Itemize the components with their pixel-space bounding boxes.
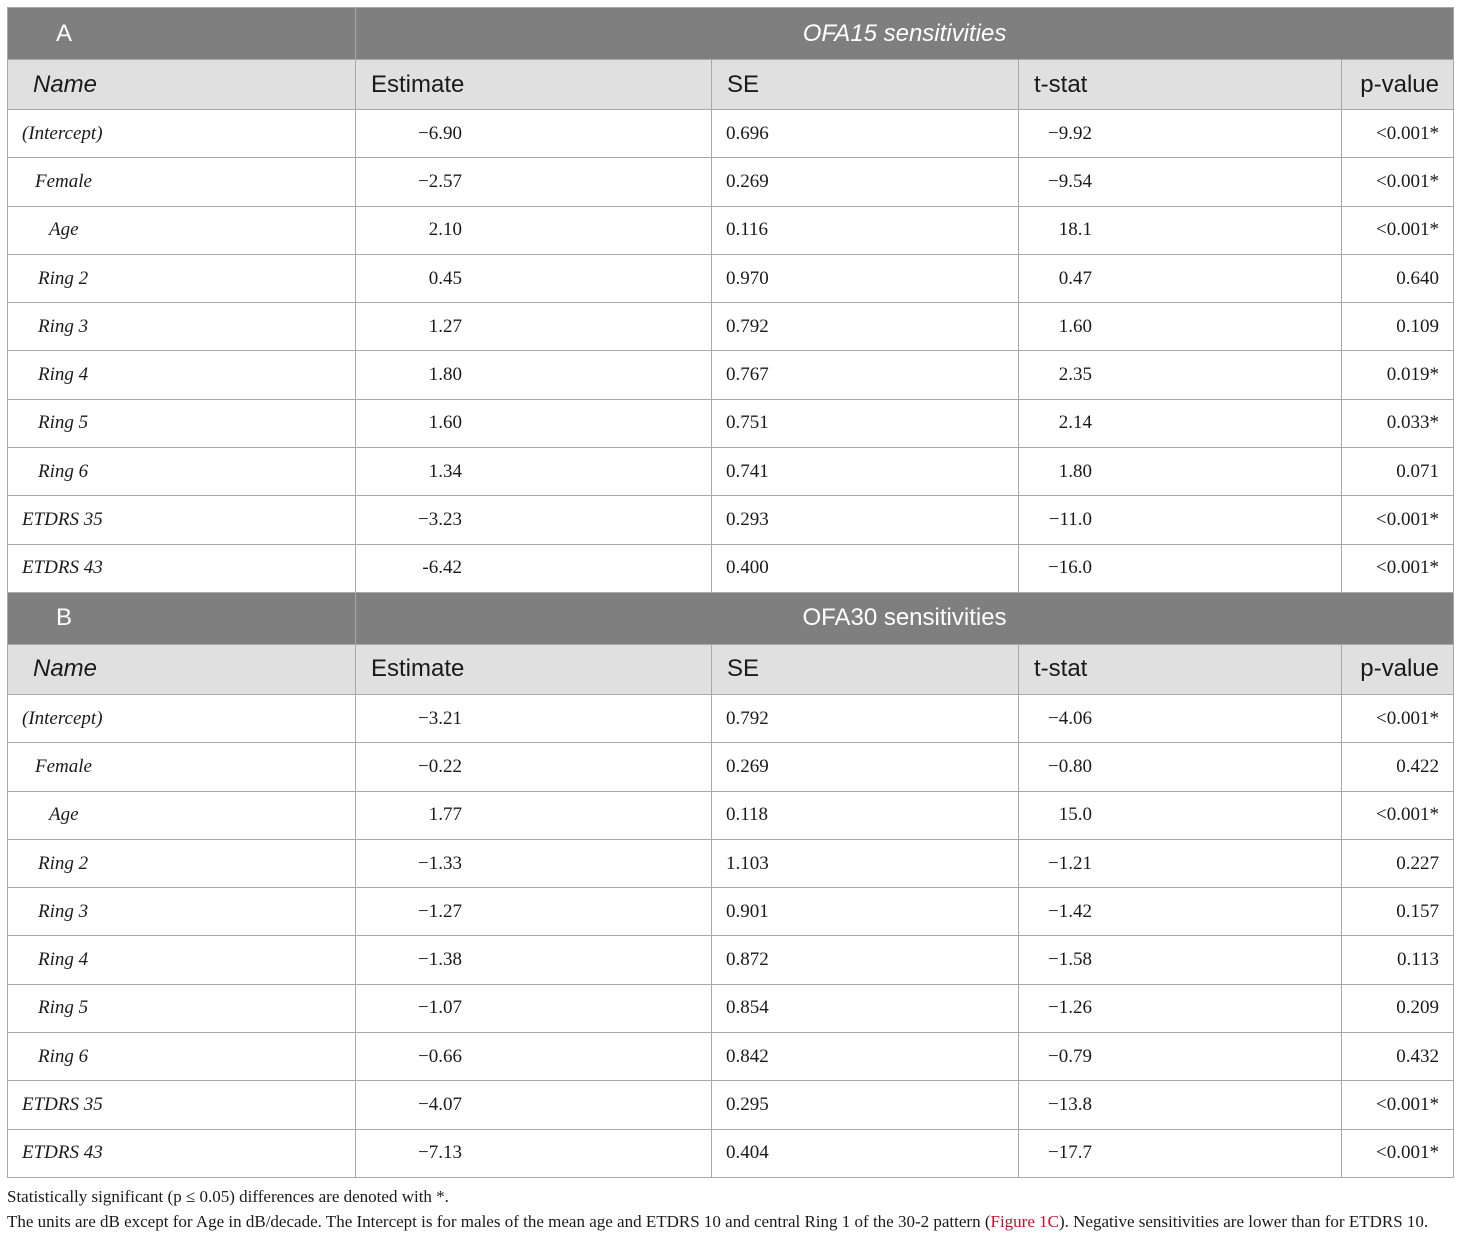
- row-se: 0.842: [712, 1033, 1019, 1081]
- footnote-significance: Statistically significant (p ≤ 0.05) differences are denoted with *.: [7, 1187, 449, 1206]
- row-tstat-cell: [1019, 1129, 1342, 1177]
- row-estimate: −0.22: [418, 755, 462, 777]
- row-pvalue: 0.019*: [1342, 351, 1454, 399]
- row-se: 0.293: [712, 496, 1019, 544]
- row-name: ETDRS 35: [22, 1093, 103, 1115]
- row-estimate: −3.21: [418, 707, 462, 729]
- row-se: 0.118: [712, 791, 1019, 839]
- section-a-title: OFA15 sensitivities: [356, 8, 1454, 60]
- row-estimate-cell: [356, 110, 712, 158]
- row-tstat: −1.21: [1048, 852, 1092, 874]
- row-name: ETDRS 43: [22, 1142, 103, 1164]
- footnote-units: [7, 1209, 1453, 1234]
- row-pvalue: <0.001*: [1342, 158, 1454, 206]
- table-row: [8, 1033, 1454, 1081]
- row-tstat-cell: [1019, 936, 1342, 984]
- row-name-cell: [8, 839, 356, 887]
- row-name-cell: [8, 351, 356, 399]
- row-tstat: −17.7: [1048, 1142, 1092, 1164]
- table-row: [8, 496, 1454, 544]
- section-a-column-headers: [8, 60, 1454, 110]
- row-se: 1.103: [712, 839, 1019, 887]
- row-estimate-cell: [356, 303, 712, 351]
- row-estimate: −1.33: [418, 852, 462, 874]
- table-row: [8, 694, 1454, 742]
- row-tstat: −0.79: [1048, 1045, 1092, 1067]
- row-estimate-cell: [356, 839, 712, 887]
- column-header-estimate: Estimate: [356, 644, 712, 694]
- row-tstat: 0.47: [1058, 267, 1092, 289]
- row-pvalue: 0.422: [1342, 743, 1454, 791]
- table-row: [8, 110, 1454, 158]
- row-tstat-cell: [1019, 743, 1342, 791]
- row-tstat: −4.06: [1048, 707, 1092, 729]
- row-estimate: 1.34: [428, 460, 462, 482]
- row-pvalue: <0.001*: [1342, 791, 1454, 839]
- footnote-units-text-end: ). Negative sensitivities are lower than for ETDRS 10.: [1058, 1212, 1429, 1231]
- table-row: [8, 303, 1454, 351]
- row-tstat-cell: [1019, 791, 1342, 839]
- row-se: 0.751: [712, 399, 1019, 447]
- row-estimate-cell: [356, 984, 712, 1032]
- section-b-label: B: [8, 592, 356, 644]
- row-tstat: −9.92: [1048, 122, 1092, 144]
- row-pvalue: <0.001*: [1342, 694, 1454, 742]
- row-se: 0.295: [712, 1081, 1019, 1129]
- row-estimate: −6.90: [418, 122, 462, 144]
- row-se: 0.792: [712, 694, 1019, 742]
- row-name-cell: [8, 743, 356, 791]
- row-estimate: 1.77: [428, 804, 462, 826]
- row-pvalue: 0.157: [1342, 888, 1454, 936]
- row-tstat-cell: [1019, 1033, 1342, 1081]
- table-row: [8, 1129, 1454, 1177]
- row-tstat-cell: [1019, 110, 1342, 158]
- row-name: ETDRS 43: [22, 557, 103, 579]
- footnote-units-text: The units are dB except for Age in dB/decade. The Intercept is for males of the mean age and ETDRS 10 and central Ring 1 of the 30-2 pattern (: [7, 1212, 991, 1231]
- table-row: [8, 399, 1454, 447]
- row-name-cell: [8, 984, 356, 1032]
- row-estimate-cell: [356, 1081, 712, 1129]
- column-header-pvalue: p-value: [1342, 60, 1454, 110]
- row-estimate-cell: [356, 694, 712, 742]
- row-name-cell: [8, 888, 356, 936]
- row-name-cell: [8, 399, 356, 447]
- row-name-cell: [8, 694, 356, 742]
- row-tstat: −1.42: [1048, 900, 1092, 922]
- row-name: Ring 2: [38, 267, 89, 289]
- figure-1c-link[interactable]: Figure 1C: [990, 1212, 1059, 1231]
- row-name: Ring 3: [38, 900, 89, 922]
- row-estimate-cell: [356, 1033, 712, 1081]
- row-tstat: −1.26: [1048, 997, 1092, 1019]
- row-pvalue: <0.001*: [1342, 1081, 1454, 1129]
- row-estimate: -6.42: [422, 557, 462, 579]
- row-estimate: −2.57: [418, 170, 462, 192]
- row-se: 0.116: [712, 206, 1019, 254]
- table-row: [8, 448, 1454, 496]
- row-estimate-cell: [356, 254, 712, 302]
- table-row: [8, 254, 1454, 302]
- row-pvalue: 0.113: [1342, 936, 1454, 984]
- row-name: Age: [49, 804, 79, 826]
- row-tstat: 1.60: [1058, 315, 1092, 337]
- row-estimate-cell: [356, 936, 712, 984]
- row-tstat: 15.0: [1058, 804, 1092, 826]
- row-name-cell: [8, 448, 356, 496]
- row-name-cell: [8, 936, 356, 984]
- row-tstat-cell: [1019, 351, 1342, 399]
- table-row: [8, 544, 1454, 592]
- row-tstat-cell: [1019, 839, 1342, 887]
- row-pvalue: 0.640: [1342, 254, 1454, 302]
- column-header-se: SE: [712, 644, 1019, 694]
- row-name-cell: [8, 1081, 356, 1129]
- row-se: 0.970: [712, 254, 1019, 302]
- row-pvalue: <0.001*: [1342, 110, 1454, 158]
- row-se: 0.901: [712, 888, 1019, 936]
- column-header-pvalue: p-value: [1342, 644, 1454, 694]
- row-pvalue: 0.209: [1342, 984, 1454, 1032]
- row-estimate: 1.27: [428, 315, 462, 337]
- row-estimate: −3.23: [418, 509, 462, 531]
- table-row: [8, 351, 1454, 399]
- row-name-cell: [8, 544, 356, 592]
- row-estimate-cell: [356, 399, 712, 447]
- row-name: (Intercept): [22, 707, 103, 729]
- row-tstat-cell: [1019, 496, 1342, 544]
- column-header-name: Name: [8, 644, 356, 694]
- row-se: 0.269: [712, 743, 1019, 791]
- row-pvalue: 0.227: [1342, 839, 1454, 887]
- row-estimate: −1.38: [418, 949, 462, 971]
- row-name: Ring 3: [38, 315, 89, 337]
- table-footnotes: [7, 1184, 1453, 1234]
- row-pvalue: <0.001*: [1342, 496, 1454, 544]
- row-tstat: 2.35: [1058, 364, 1092, 386]
- column-header-tstat: t-stat: [1019, 60, 1342, 110]
- row-estimate-cell: [356, 791, 712, 839]
- row-estimate-cell: [356, 743, 712, 791]
- row-name-cell: [8, 303, 356, 351]
- column-header-se: SE: [712, 60, 1019, 110]
- row-estimate: −1.07: [418, 997, 462, 1019]
- table-row: [8, 888, 1454, 936]
- row-tstat: −9.54: [1048, 170, 1092, 192]
- table-row: [8, 206, 1454, 254]
- row-estimate-cell: [356, 351, 712, 399]
- row-tstat-cell: [1019, 448, 1342, 496]
- table-row: [8, 839, 1454, 887]
- row-estimate: −0.66: [418, 1045, 462, 1067]
- row-se: 0.741: [712, 448, 1019, 496]
- row-se: 0.854: [712, 984, 1019, 1032]
- row-name: Ring 6: [38, 460, 89, 482]
- row-name-cell: [8, 254, 356, 302]
- row-tstat: −11.0: [1048, 509, 1092, 531]
- row-tstat-cell: [1019, 254, 1342, 302]
- row-se: 0.400: [712, 544, 1019, 592]
- section-b-header: [8, 592, 1454, 644]
- row-pvalue: 0.109: [1342, 303, 1454, 351]
- row-name-cell: [8, 1129, 356, 1177]
- row-tstat: 1.80: [1058, 460, 1092, 482]
- row-tstat: −1.58: [1048, 949, 1092, 971]
- row-pvalue: <0.001*: [1342, 206, 1454, 254]
- row-se: 0.404: [712, 1129, 1019, 1177]
- row-name: Ring 2: [38, 852, 89, 874]
- row-name: Female: [35, 755, 92, 777]
- row-pvalue: 0.033*: [1342, 399, 1454, 447]
- column-header-estimate: Estimate: [356, 60, 712, 110]
- row-name-cell: [8, 1033, 356, 1081]
- row-estimate: −7.13: [418, 1142, 462, 1164]
- row-se: 0.767: [712, 351, 1019, 399]
- table-row: [8, 984, 1454, 1032]
- row-estimate: −1.27: [418, 900, 462, 922]
- row-estimate-cell: [356, 206, 712, 254]
- row-name-cell: [8, 496, 356, 544]
- row-name: (Intercept): [22, 122, 103, 144]
- section-b-column-headers: [8, 644, 1454, 694]
- row-se: 0.269: [712, 158, 1019, 206]
- row-name: ETDRS 35: [22, 509, 103, 531]
- column-header-name: Name: [8, 60, 356, 110]
- row-pvalue: 0.432: [1342, 1033, 1454, 1081]
- row-estimate-cell: [356, 448, 712, 496]
- row-pvalue: <0.001*: [1342, 1129, 1454, 1177]
- row-estimate: 0.45: [428, 267, 462, 289]
- section-a-header: [8, 8, 1454, 60]
- row-name: Ring 6: [38, 1045, 89, 1067]
- row-name-cell: [8, 110, 356, 158]
- table-row: [8, 791, 1454, 839]
- row-estimate-cell: [356, 1129, 712, 1177]
- section-a-label: A: [8, 8, 356, 60]
- row-estimate: 2.10: [428, 219, 462, 241]
- row-name-cell: [8, 791, 356, 839]
- row-tstat-cell: [1019, 206, 1342, 254]
- row-estimate: −4.07: [418, 1093, 462, 1115]
- row-estimate-cell: [356, 544, 712, 592]
- row-tstat-cell: [1019, 544, 1342, 592]
- row-tstat: −16.0: [1048, 557, 1092, 579]
- row-name-cell: [8, 158, 356, 206]
- row-tstat-cell: [1019, 399, 1342, 447]
- row-tstat-cell: [1019, 1081, 1342, 1129]
- row-name: Ring 4: [38, 364, 89, 386]
- row-name: Ring 5: [38, 412, 89, 434]
- table-row: [8, 158, 1454, 206]
- row-tstat: 2.14: [1058, 412, 1092, 434]
- row-tstat-cell: [1019, 303, 1342, 351]
- row-estimate-cell: [356, 496, 712, 544]
- row-tstat: −0.80: [1048, 755, 1092, 777]
- row-estimate-cell: [356, 888, 712, 936]
- row-se: 0.792: [712, 303, 1019, 351]
- row-estimate: 1.60: [428, 412, 462, 434]
- row-tstat: −13.8: [1048, 1093, 1092, 1115]
- row-name: Ring 5: [38, 997, 89, 1019]
- row-tstat-cell: [1019, 158, 1342, 206]
- table-row: [8, 743, 1454, 791]
- row-name: Ring 4: [38, 949, 89, 971]
- row-estimate-cell: [356, 158, 712, 206]
- column-header-tstat: t-stat: [1019, 644, 1342, 694]
- row-tstat-cell: [1019, 694, 1342, 742]
- row-pvalue: 0.071: [1342, 448, 1454, 496]
- row-tstat-cell: [1019, 888, 1342, 936]
- table-row: [8, 936, 1454, 984]
- row-se: 0.872: [712, 936, 1019, 984]
- row-tstat-cell: [1019, 984, 1342, 1032]
- row-estimate: 1.80: [428, 364, 462, 386]
- section-b-title: OFA30 sensitivities: [356, 592, 1454, 644]
- row-name: Age: [49, 219, 79, 241]
- regression-table: [7, 7, 1454, 1178]
- row-name-cell: [8, 206, 356, 254]
- row-se: 0.696: [712, 110, 1019, 158]
- table-row: [8, 1081, 1454, 1129]
- row-pvalue: <0.001*: [1342, 544, 1454, 592]
- row-tstat: 18.1: [1058, 219, 1092, 241]
- row-name: Female: [35, 170, 92, 192]
